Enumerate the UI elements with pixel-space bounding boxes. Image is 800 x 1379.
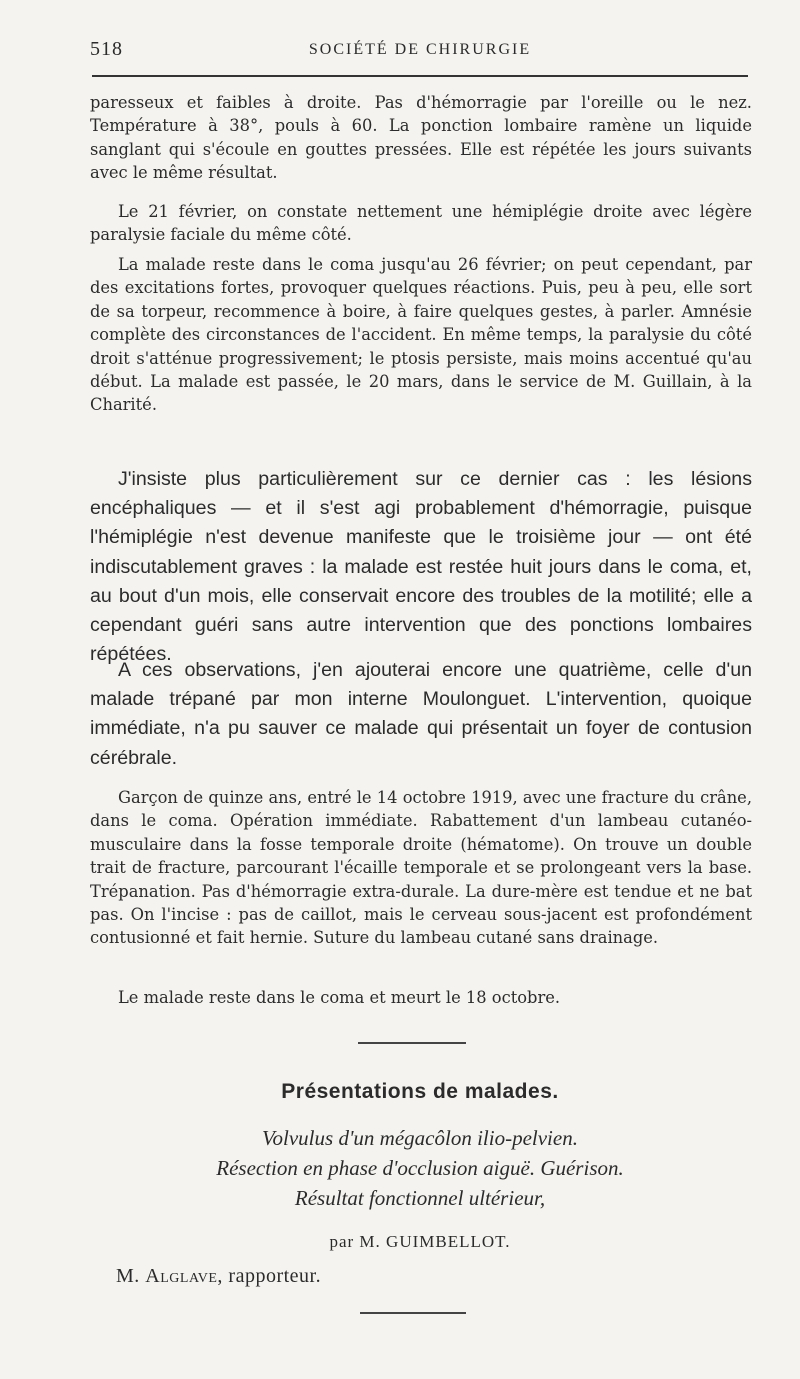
rapporteur-line (116, 1265, 321, 1288)
section-title: Présentations de malades. (281, 1080, 559, 1103)
header-rule (92, 75, 748, 77)
article-title-line-2: Résection en phase d'occlusion aiguë. Guérison. (216, 1156, 624, 1180)
rapporteur-prefix: M. (116, 1265, 146, 1287)
page-header (90, 38, 750, 64)
article-byline: par M. GUIMBELLOT. (329, 1232, 511, 1251)
rapporteur-name: Alglave (145, 1265, 218, 1287)
discussion-paragraph-2: A ces observations, j'en ajouterai encore une quatrième, celle d'un malade trépané par mon interne Moulonguet. L'intervention, quoique immédiate, n'a pu sauver ce malade qui présentait un foyer de contusion cérébrale. (90, 659, 752, 769)
page-number: 518 (90, 38, 123, 60)
observation-paragraph-2: Le malade reste dans le coma et meurt le 18 octobre. (118, 988, 561, 1007)
section-divider (358, 1042, 466, 1044)
bottom-divider (360, 1312, 466, 1314)
case-paragraph-2: Le 21 février, on constate nettement une hémiplégie droite avec légère paralysie faciale du même côté. (90, 202, 752, 245)
discussion-paragraph-1: J'insiste plus particulièrement sur ce dernier cas : les lésions encéphaliques — et il s'est agi probablement d'hémorragie, puisque l'hémiplégie n'est devenue manifeste que le troisième jour — ont été indiscutablement graves : la malade est restée huit jours dans le coma, et, au bout d'un mois, elle conservait encore des troubles de la motilité; elle a cependant guéri sans autre intervention que des ponctions lombaires répétées. (90, 468, 752, 666)
rapporteur-suffix: , rapporteur. (217, 1265, 322, 1287)
observation-paragraph-1: Garçon de quinze ans, entré le 14 octobre 1919, avec une fracture du crâne, dans le coma. Opération immédiate. Rabattement d'un lambeau cutanéo-musculaire dans la fosse temporale droite (hématome). On trouve un double trait de fracture, parcourant l'écaille temporale et se prolongeant vers la base. Trépanation. Pas d'hémorragie extra-durale. La dure-mère est tendue et ne bat pas. On l'incise : pas de caillot, mais le cerveau sous-jacent est profondément contusionné et fait hernie. Suture du lambeau cutané sans drainage. (90, 788, 752, 948)
case-paragraph-3: La malade reste dans le coma jusqu'au 26 février; on peut cependant, par des excitations fortes, provoquer quelques réactions. Puis, peu à peu, elle sort de sa torpeur, recommence à boire, à faire quelques gestes, à parler. Amnésie complète des circonstances de l'accident. En même temps, la paralysie du côté droit s'atténue progressivement; le ptosis persiste, mais moins accentué qu'au début. La malade est passée, le 20 mars, dans le service de M. Guillain, à la Charité. (90, 255, 752, 415)
article-title-line-3: Résultat fonctionnel ultérieur, (294, 1186, 546, 1210)
running-title: SOCIÉTÉ DE CHIRURGIE (308, 41, 532, 58)
case-paragraph-1: paresseux et faibles à droite. Pas d'hémorragie par l'oreille ou le nez. Température à 38°, pouls à 60. La ponction lombaire ramène un liquide sanglant qui s'écoule en gouttes pressées. Elle est répétée les jours suivants avec le même résultat. (90, 93, 752, 183)
article-title-line-1: Volvulus d'un mégacôlon ilio-pelvien. (262, 1126, 578, 1150)
